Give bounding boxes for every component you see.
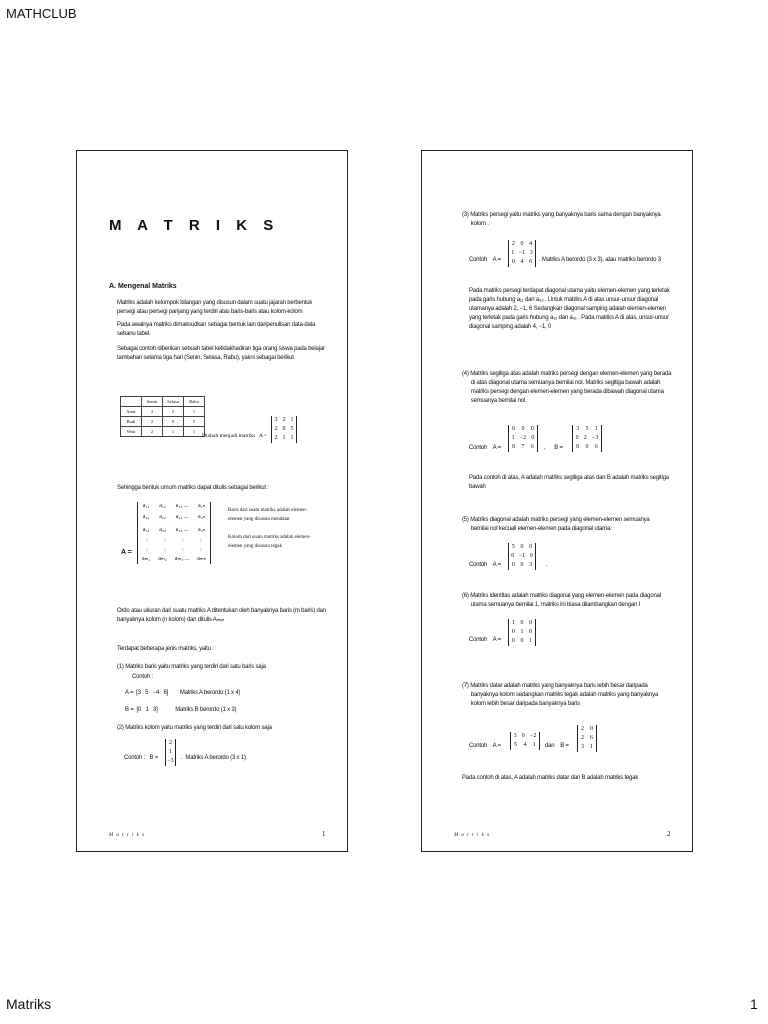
matrix-A: 3 2 1 2 0 5 2 1 1 [271, 416, 297, 443]
example-label: Contoh : B = [124, 755, 159, 761]
table-row: Budi 2 0 5 [121, 417, 205, 427]
list-item: (4) Matriks segitiga atas adalah matriks persegi dengan elemen-elemen yang berada di atas diagonal utama semuanya bernilai nol. Matriks segitiga bawah adalah matriks persegi dengan elemen-elemen yang berada dibawah diagonal utama semuanya bernilai nol. [462, 371, 672, 404]
app-header: MATHCLUB [6, 6, 77, 21]
table-row: Wati 2 1 1 [121, 427, 205, 437]
example-label: Contoh A = [469, 743, 501, 749]
example-note: . Matriks A berordo (3 x 1) [181, 755, 246, 761]
footer-page-number: 1 [750, 996, 758, 1012]
matrix-label: A = [121, 549, 132, 556]
page-footer-title: M a t r i k s [109, 833, 146, 838]
list-item: (5) Matriks diagonal adalah matriks persegi yang elemen-elemen semuanya bernilai nol kecuali elemen-elemen pada diagonal utama. [462, 517, 650, 532]
paragraph: Pada awalnya matriks dimaksudkan sebagai bentuk lain daripenulisan data-data sebanu tabel. [117, 322, 316, 337]
column-matrix: 2 1 −3 [165, 739, 176, 766]
example-row: A = [3 5 −4 6] Matriks A berordo (1 x 4) [125, 690, 241, 696]
paragraph: Sehingga bentuk umum matriks dapat ditulis sebagai berikut : [117, 485, 269, 491]
attendance-table: Senin Selasa Rabu Amir 3 2 1 Budi 2 0 5 Wati 2 1 1 [120, 396, 205, 437]
matrix-A: 3 0 −2 5 4 1 [510, 732, 540, 750]
paragraph: Pada contoh di atas, A adalah matriks segitiga atas dan B adalah matriks segitiga bawah [469, 475, 669, 490]
example-label: Contoh : [132, 674, 154, 680]
identity-matrix: 1 0 0 0 1 0 0 0 1 [508, 619, 536, 646]
list-item: (6) Matriks identitas adalah matriks diagonal yang elemen-elemen pada diagonal utama semuanya bernilai 1, matriks ini biasa dilambangkan dengan I [462, 593, 661, 608]
example-row: B = [0 1 3] Matriks B berordo (1 x 3) [125, 707, 237, 713]
footer-title: Matriks [6, 996, 52, 1012]
document-page-1 [76, 150, 348, 852]
matrix-A: 6 0 0 1 −2 0 0 7 6 [508, 425, 538, 452]
note-column: Kolom dari suatu matriks adalah elemen- elemen yang disusun tegak [228, 535, 311, 549]
list-item: (2) Matriks kolom yaitu matriks yang terdiri dari satu kolom saja [117, 725, 272, 731]
list-item: (3) Matriks persegi yaitu matriks yang banyaknya baris sama dengan banyaknya kolom . [462, 212, 661, 227]
note-row: Baris dari suatu matriks adalah elemen- elemen yang disusun mendatar [228, 508, 308, 522]
example-label: dan B = [545, 743, 569, 749]
page-number: 2 [667, 830, 671, 838]
list-item: (7) Matriks datar adalah matriks yang banyaknya baris lebih besar daripada banyaknya kolom sedangkan matriks tegak adalah matriks yang banyaknya kolom lebih besar daripada banyaknya baris [462, 683, 659, 707]
example-label: , B = [544, 445, 563, 451]
matrix-A: 5 0 0 0 −1 0 0 0 3 [508, 543, 536, 570]
paragraph: Sebagai contoh diberikan sebuah tabel ketidakhadiran tiga orang siswa pada belajar tambahan selama tiga hari (Senin, Selasa, Rabu), yakni sebagai berikut [117, 346, 325, 361]
example-note: . Matriks A berordo (3 x 3), atau matriks berordo 3 [539, 257, 661, 263]
punctuation: . [546, 562, 548, 568]
general-matrix: a₁₁ a₁₂ a₁₃ ... a₁ₙ a₂₁ a₂₂ a₂₃ ... a₂ₙ a₃₁ a₃₂ a₃₃ ... a₃ₙ : : : : : : : : aₘ₁ aₘ₂ aₘ₃ ... aₘₙ [137, 502, 211, 564]
paragraph: Matriks adalah kelompok bilangan yang disusun dalam suatu jajaran berbentuk persegi atau persegi panjang yang terdiri atas baris-baris atau kolom-kolom [117, 300, 313, 315]
matrix-A: 2 0 4 1 −1 3 0 4 6 [508, 240, 536, 267]
document-page-2 [421, 150, 693, 852]
page-number: 1 [322, 830, 326, 838]
matrix-B: 2 0 2 6 3 1 [577, 725, 597, 752]
example-label: Contoh A = [469, 562, 501, 568]
matrix-label: Diubah menjadi matriks A = [202, 433, 268, 439]
table-row: Amir 3 2 1 [121, 407, 205, 417]
paragraph: Pada contoh di atas, A adalah matriks datar dan B adalah matriks tegak [462, 775, 639, 781]
example-label: Contoh A = [469, 257, 501, 263]
example-label: Contoh A = [469, 445, 501, 451]
matrix-B: 3 5 1 0 2 −3 0 0 6 [572, 425, 602, 452]
paragraph: Ordo atau ukuran dari suatu matriks A ditentukan oleh banyaknya baris (m baris) dan banyaknya kolom (n kolom) dan ditulis Aₘₓₙ [117, 608, 326, 623]
page-title: M A T R I K S [109, 217, 280, 234]
paragraph: Pada matriks persegi terdapat diagonal utama yaitu elemen-elemen yang terletak pada garis hubung a₁₁ dan a₃₃ . Untuk matriks A di atas unsur-unsur diagonal utamanya adalah 2, −1, 6 Sedangkan diagonal samping adalah elemen-elemen yang terletak pada garis hubung a₁₃ dan a₃₁ . Pada matriks A di atas, unsur-unsur diagonal samping adalah 4, −1, 0 [469, 288, 670, 330]
list-item: (1) Matriks baris yaitu matriks yang terdiri dari satu baris saja [117, 664, 266, 670]
page-footer-title: M a t r i k s [454, 833, 491, 838]
paragraph: Terdapat beberapa jenis matriks, yaitu : [117, 646, 214, 652]
section-heading: A. Mengenal Matriks [109, 283, 177, 290]
example-label: Contoh A = [469, 637, 501, 643]
